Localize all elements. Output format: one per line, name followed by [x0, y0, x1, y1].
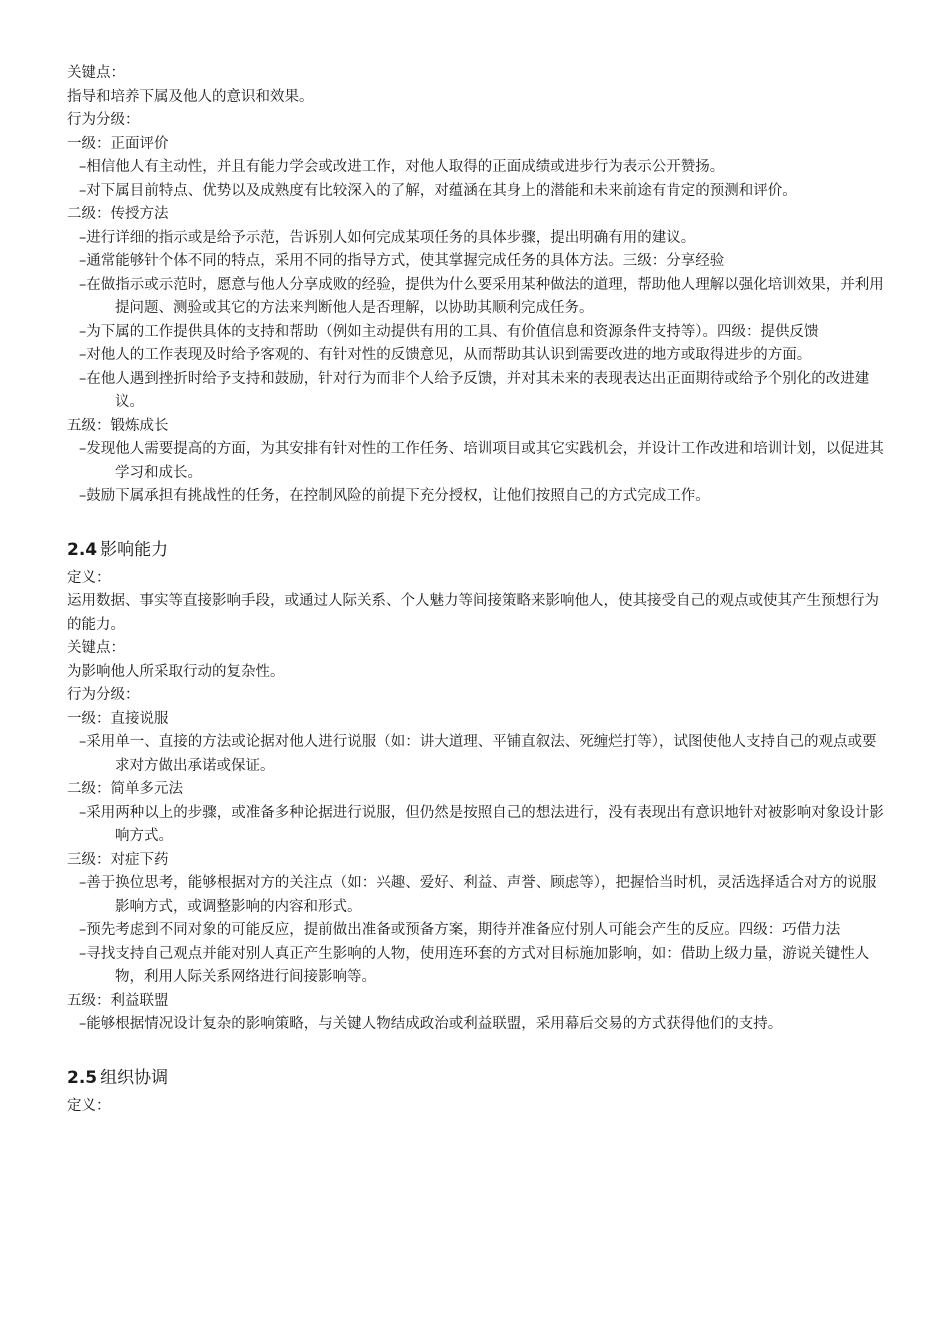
key-points-label: 关键点： — [67, 65, 125, 81]
definition-label: 定义： — [67, 1097, 111, 1114]
bullet-item: –发现他人需要提高的方面，为其安排有针对性的工作任务、培训项目或其它实践机会，并设计工作改进和培训计划，以促进其学习和成长。 — [79, 441, 884, 481]
section-heading-2-5 — [67, 1065, 887, 1091]
bullet-item: –对下属目前特点、优势以及成熟度有比较深入的了解，对蕴涵在其身上的潜能和未来前途有肯定的预测和评价。 — [79, 182, 797, 199]
bullet-item: –鼓励下属承担有挑战性的任务，在控制风险的前提下充分授权，让他们按照自己的方式完成工作。 — [79, 488, 710, 504]
bullet-item: –预先考虑到不同对象的可能反应，提前做出准备或预备方案，期待并准备应付别人可能会产生的反应。四级：巧借力法 — [79, 922, 841, 938]
level-1-heading: 一级：正面评价 — [67, 135, 169, 152]
bullet-item: –采用单一、直接的方法或论据对他人进行说服（如：讲大道理、平铺直叙法、死缠烂打等），试图使他人支持自己的观点或要求对方做出承诺或保证。 — [79, 734, 877, 774]
level-5-heading: 五级：利益联盟 — [67, 992, 169, 1009]
bullet-item: –进行详细的指示或是给予示范，告诉别人如何完成某项任务的具体步骤，提出明确有用的建议。 — [79, 229, 696, 246]
bullet-item: –相信他人有主动性，并且有能力学会或改进工作，对他人取得的正面成绩或进步行为表示公开赞扬。 — [79, 159, 725, 175]
bullet-item: –在他人遇到挫折时给予支持和鼓励，针对行为而非个人给予反馈，并对其未来的表现表达出正面期待或给予个别化的改进建议。 — [79, 370, 870, 410]
level-3-heading: 三级：对症下药 — [67, 851, 169, 868]
bullet-item: –善于换位思考，能够根据对方的关注点（如：兴趣、爱好、利益、声誉、顾虑等），把握恰当时机，灵活选择适合对方的说服影响方式，或调整影响的内容和形式。 — [79, 875, 877, 915]
bullet-item: –通常能够针个体不同的特点，采用不同的指导方式，使其掌握完成任务的具体方法。三级：分享经验 — [79, 253, 725, 269]
grading-label: 行为分级： — [67, 112, 140, 128]
key-points-text: 为影响他人所采取行动的复杂性。 — [67, 663, 285, 680]
definition-text: 运用数据、事实等直接影响手段，或通过人际关系、个人魅力等间接策略来影响他人，使其接受自己的观点或使其产生预想行为的能力。 — [67, 593, 879, 633]
document-body — [67, 62, 887, 1118]
level-5-heading: 五级：锻炼成长 — [67, 417, 169, 434]
key-points-text: 指导和培养下属及他人的意识和效果。 — [67, 88, 314, 105]
bullet-item: –在做指示或示范时，愿意与他人分享成败的经验，提供为什么要采用某种做法的道理，帮助他人理解以强化培训效果，并利用提问题、测验或其它的方法来判断他人是否理解，以协助其顺利完成任务。 — [79, 276, 884, 316]
section-number: 2.4 — [67, 539, 98, 560]
bullet-item: –能够根据情况设计复杂的影响策略，与关键人物结成政治或利益联盟，采用幕后交易的方式获得他们的支持。 — [79, 1016, 783, 1032]
section-title: 组织协调 — [100, 1067, 169, 1088]
bullet-item: –采用两种以上的步骤，或准备多种论据进行说服，但仍然是按照自己的想法进行，没有表现出有意识地针对被影响对象设计影响方式。 — [79, 804, 884, 844]
section-number: 2.5 — [67, 1067, 98, 1088]
definition-label: 定义： — [67, 569, 111, 586]
level-2-heading: 二级：简单多元法 — [67, 781, 183, 797]
bullet-item: –为下属的工作提供具体的支持和帮助（例如主动提供有用的工具、有价值信息和资源条件支持等）。四级：提供反馈 — [79, 323, 819, 340]
key-points-label: 关键点： — [67, 640, 125, 656]
grading-label: 行为分级： — [67, 687, 140, 703]
level-1-heading: 一级：直接说服 — [67, 710, 169, 727]
bullet-item: –寻找支持自己观点并能对别人真正产生影响的人物，使用连环套的方式对目标施加影响，如：借助上级力量，游说关键性人物，利用人际关系网络进行间接影响等。 — [79, 945, 870, 985]
section-heading-2-4 — [67, 537, 887, 563]
level-2-heading: 二级：传授方法 — [67, 206, 169, 222]
section-title: 影响能力 — [100, 539, 169, 560]
bullet-item: –对他人的工作表现及时给予客观的、有针对性的反馈意见，从而帮助其认识到需要改进的地方或取得进步的方面。 — [79, 347, 812, 363]
